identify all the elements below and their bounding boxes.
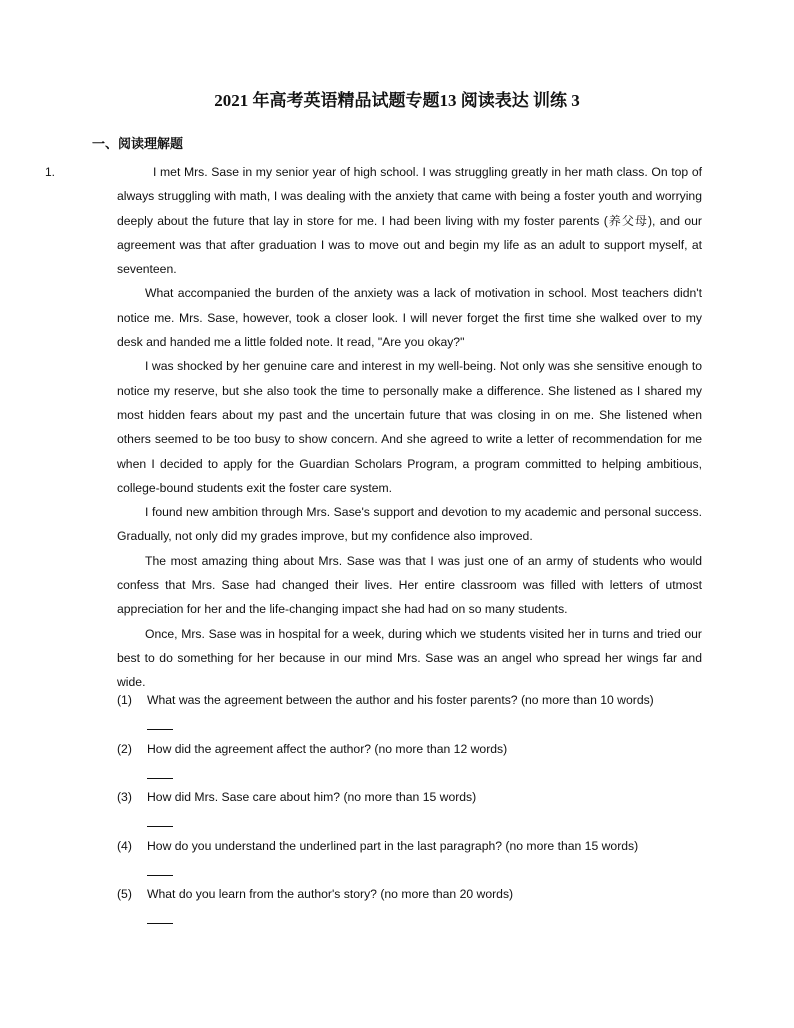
paragraph-4: I found new ambition through Mrs. Sase's support and devotion to my academic and personal success. Gradually, not only did my grades improve, but my confidence also improved. [117,505,702,544]
question-text: What was the agreement between the author and his foster parents? (no more than 10 words) [147,693,654,707]
answer-blank[interactable] [147,909,173,924]
answer-blank[interactable] [147,764,173,779]
reading-passage [45,160,702,695]
answer-blank[interactable] [147,861,173,876]
paragraph-5: The most amazing thing about Mrs. Sase was that I was just one of an army of students who would confess that Mrs. Sase had changed their lives. Her entire classroom was filled with letters of utmost appreciation for her and the life-changing impact she had had on so many students. [117,553,702,617]
paragraph-2: What accompanied the burden of the anxiety was a lack of motivation in school. Most teachers didn't notice me. Mrs. Sase, however, took a closer look. I will never forget the first time she walked over to my desk and handed me a little folded note. It read, "Are you okay?" [117,286,702,350]
question-num: (4) [117,838,132,853]
question-item [117,693,717,742]
question-num: (5) [117,887,132,902]
paragraph-3: I was shocked by her genuine care and interest in my well-being. Not only was she sensitive enough to notice my reserve, but she also took the time to personally make a difference. She listened as I shared my most hidden fears about my past and the uncertain future that was closing in on me. She listened when others seemed to be too busy to show concern. And she agreed to write a letter of recommendation for me when I decided to apply for the Guardian Scholars Program, a program committed to helping ambitious, college-bound students exit the foster care system. [117,359,702,495]
section-heading: 一、阅读理解题 [92,136,184,151]
question-item [117,742,717,791]
question-text: How did Mrs. Sase care about him? (no more than 15 words) [147,790,477,805]
question-number: 1. [45,165,56,179]
question-num: (3) [117,790,132,805]
question-item [117,790,717,839]
question-text: What do you learn from the author's story? (no more than 20 words) [147,887,514,902]
question-item [117,887,717,936]
paragraph-1 [45,160,702,281]
document-title: 2021 年高考英语精品试题专题13 阅读表达 训练 3 [214,91,580,110]
paragraph-6: Once, Mrs. Sase was in hospital for a week, during which we students visited her in turns and tried our best to do something for her because in our mind Mrs. Sase was an angel who spread her wings far and wide. [117,626,702,690]
answer-blank[interactable] [147,812,173,827]
question-text: How do you understand the underlined part in the last paragraph? (no more than 15 words) [147,838,639,853]
question-num: (2) [117,741,132,756]
answer-blank[interactable] [147,715,173,730]
question-text: How did the agreement affect the author? (no more than 12 words) [147,741,508,756]
question-item [117,839,717,888]
question-list [117,693,717,936]
question-num: (1) [117,693,132,707]
paragraph-1-text: I met Mrs. Sase in my senior year of high school. I was struggling greatly in her math class. On top of always struggling with math, I was dealing with the anxiety that came with being a foster youth and worrying deeply about the future that lay in store for me. I had been living with my foster parents (养父母), and our agreement was that after graduation I was to move out and begin my life as an adult to support myself, at seventeen. [117,165,702,277]
